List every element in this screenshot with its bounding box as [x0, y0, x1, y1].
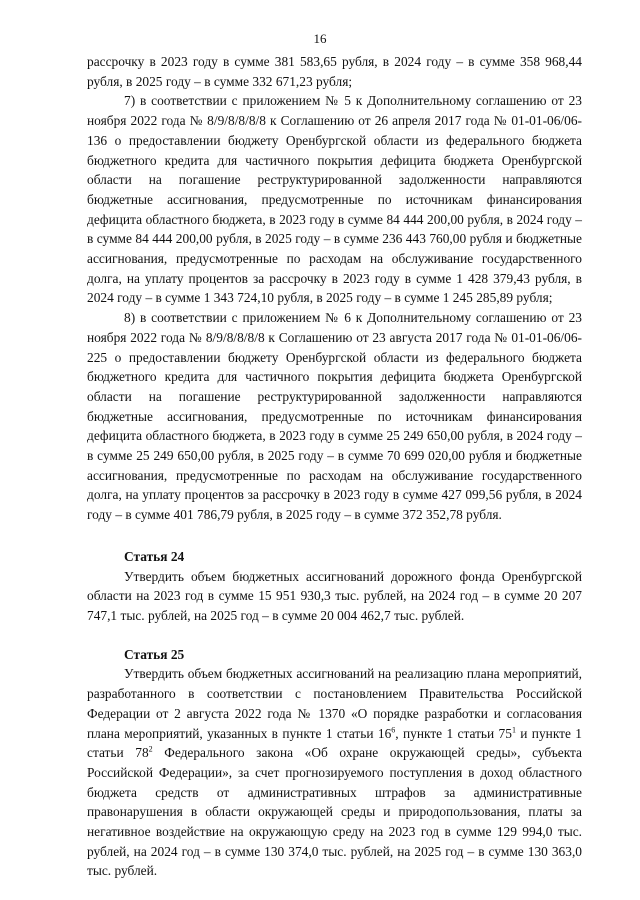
document-body: [87, 52, 582, 881]
article-24-title: Статья 24: [124, 548, 185, 564]
article-25-text-part2: , пункте 1 статьи 75: [395, 725, 512, 741]
superscript-1: 1: [511, 725, 516, 735]
paragraph-continuation: рассрочку в 2023 году в сумме 381 583,65 рубля, в 2024 году – в сумме 358 968,44 рубля, в 2025 году – в сумме 332 671,23 рубля;: [87, 54, 582, 89]
article-25-text-part4: Федерального закона «Об охране окружающей среды», субъекта Российской Федерации», за счет прогнозируемого поступления в доход областного бюджета средств от административных штрафов за административные правонарушения в области окружающей среды и природопользования, платы за негативное воздействие на окружающую среду на 2023 год в сумме 129 994,0 тыс. рублей, на 2024 год – в сумме 130 374,0 тыс. рублей, на 2025 год – в сумме 130 363,0 тыс. рублей.: [87, 745, 582, 879]
article-24-text: Утвердить объем бюджетных ассигнований дорожного фонда Оренбургской области на 2023 год в сумме 15 951 930,3 тыс. рублей, на 2024 год – в сумме 20 207 747,1 тыс. рублей, на 2025 год – в сумме 20 004 462,7 тыс. рублей.: [87, 568, 582, 623]
article-25-text-part3: и пункте 1 статьи 78: [87, 725, 582, 761]
superscript-6: 6: [391, 725, 396, 735]
article-25-title: Статья 25: [124, 646, 185, 662]
article-25-text: [87, 664, 582, 881]
superscript-2: 2: [148, 744, 153, 754]
page-number: 16: [313, 31, 327, 46]
paragraph-item-8: 8) в соответствии с приложением № 6 к Дополнительному соглашению от 23 ноября 2022 года № 8/9/8/8/8/8 к Соглашению от 23 августа 2017 года № 01-01-06/06-225 о предоставлении бюджету Оренбургской области из федерального бюджета бюджетного кредита для частичного покрытия дефицита бюджета Оренбургской области на погашение реструктурированной задолженности направляются бюджетные ассигнования, предусмотренные по источникам финансирования дефицита областного бюджета, в 2023 году в сумме 25 249 650,00 рубля, в 2024 году – в сумме 25 249 650,00 рубля, в 2025 году – в сумме 70 699 020,00 рубля и бюджетные ассигнования, предусмотренные по расходам на обслуживание государственного долга, на уплату процентов за рассрочку в 2023 году в сумме 427 099,56 рубля, в 2024 году – в сумме 401 786,79 рубля, в 2025 году – в сумме 372 352,78 рубля.: [87, 310, 582, 523]
paragraph-item-7: 7) в соответствии с приложением № 5 к Дополнительному соглашению от 23 ноября 2022 года № 8/9/8/8/8/8 к Соглашению от 26 апреля 2017 года № 01-01-06/06-136 о предоставлении бюджету Оренбургской области из федерального бюджета бюджетного кредита для частичного покрытия дефицита бюджета Оренбургской области на погашение реструктурированной задолженности направляются бюджетные ассигнования, предусмотренные по источникам финансирования дефицита областного бюджета, в 2023 году в сумме 84 444 200,00 рубля, в 2024 году – в сумме 84 444 200,00 рубля, в 2025 году – в сумме 236 443 760,00 рубля и бюджетные ассигнования, предусмотренные по расходам на обслуживание государственного долга, на уплату процентов за рассрочку в 2023 году в сумме 1 428 379,43 рубля, в 2024 году – в сумме 1 343 724,10 рубля, в 2025 году – в сумме 1 245 285,89 рубля;: [87, 93, 582, 306]
article-25-text-part1: Утвердить объем бюджетных ассигнований на реализацию плана мероприятий, разработанного в соответствии с постановлением Правительства Российской Федерации от 2 августа 2022 года № 1370 «О порядке разработки и согласования плана мероприятий, указанных в пункте 1 статьи 16: [87, 666, 582, 741]
